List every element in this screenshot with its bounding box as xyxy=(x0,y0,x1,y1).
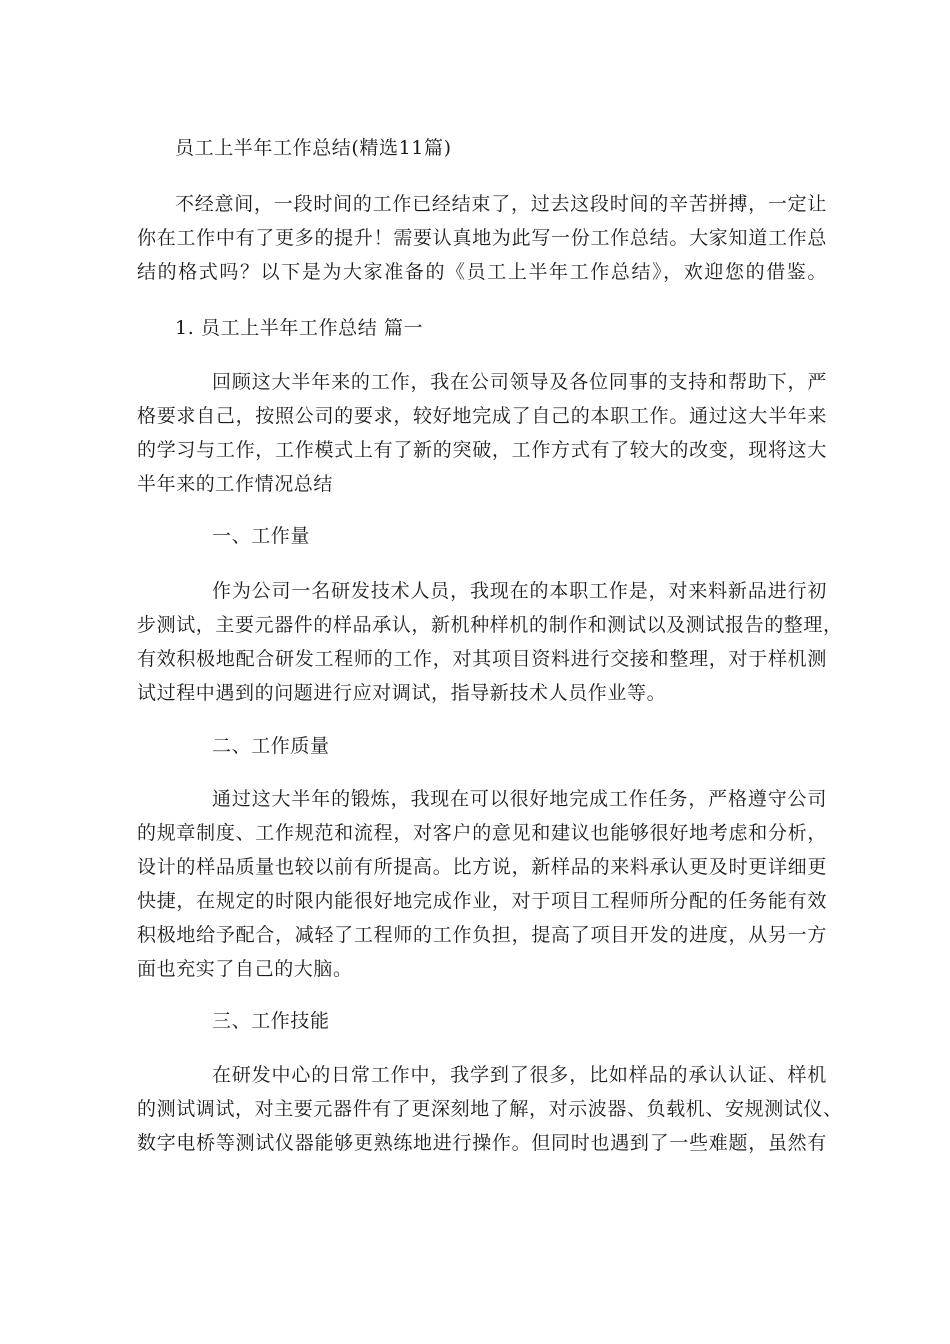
intro-line: 不经意间，一段时间的工作已经结束了，过去这段时间的辛苦拼搏，一定让 xyxy=(175,193,827,215)
intro-line: 你在工作中有了更多的提升！需要认真地为此写一份工作总结。大家知道工作总 xyxy=(137,227,827,249)
paragraph-line: 通过这大半年的锻炼，我现在可以很好地完成工作任务，严格遵守公司 xyxy=(212,788,827,810)
paragraph-line: 面也充实了自己的大脑。 xyxy=(137,958,353,980)
intro-line: 结的格式吗？以下是为大家准备的《员工上半年工作总结》，欢迎您的借鉴。 xyxy=(137,261,827,283)
document-title: 员工上半年工作总结(精选11篇) xyxy=(175,137,452,159)
paragraph-line: 数字电桥等测试仪器能够更熟练地进行操作。但同时也遇到了一些难题，虽然有 xyxy=(137,1132,827,1154)
paragraph-line: 作为公司一名研发技术人员，我现在的本职工作是，对来料新品进行初 xyxy=(212,580,827,602)
paragraph-line: 快捷，在规定的时限内能很好地完成作业，对于项目工程师所分配的任务能有效 xyxy=(137,890,827,912)
paragraph-line: 有效积极地配合研发工程师的工作，对其项目资料进行交接和整理，对于样机测 xyxy=(137,648,827,670)
paragraph-line: 的学习与工作，工作模式上有了新的突破，工作方式有了较大的改变，现将这大 xyxy=(137,439,827,461)
paragraph-line: 步测试，主要元器件的样品承认，新机种样机的制作和测试以及测试报告的整理， xyxy=(137,614,843,636)
section-title: 1. 员工上半年工作总结 篇一 xyxy=(175,317,424,339)
paragraph-line: 设计的样品质量也较以前有所提高。比方说，新样品的来料承认更及时更详细更 xyxy=(137,856,827,878)
paragraph-line: 的测试调试，对主要元器件有了更深刻地了解，对示波器、负载机、安规测试仪、 xyxy=(137,1098,843,1120)
paragraph-line: 半年来的工作情况总结 xyxy=(137,473,334,495)
paragraph-line: 回顾这大半年来的工作，我在公司领导及各位同事的支持和帮助下，严 xyxy=(212,371,827,393)
paragraph-line: 格要求自己，按照公司的要求，较好地完成了自己的本职工作。通过这大半年来 xyxy=(137,405,827,427)
subheading: 一、工作量 xyxy=(212,525,311,547)
subheading: 三、工作技能 xyxy=(212,1010,330,1032)
paragraph-line: 试过程中遇到的问题进行应对调试，指导新技术人员作业等。 xyxy=(137,682,667,704)
paragraph-line: 积极地给予配合，减轻了工程师的工作负担，提高了项目开发的进度，从另一方 xyxy=(137,924,827,946)
paragraph-line: 在研发中心的日常工作中，我学到了很多，比如样品的承认认证、样机 xyxy=(212,1064,827,1086)
paragraph-line: 的规章制度、工作规范和流程，对客户的意见和建议也能够很好地考虑和分析， xyxy=(137,822,827,844)
subheading: 二、工作质量 xyxy=(212,735,330,757)
